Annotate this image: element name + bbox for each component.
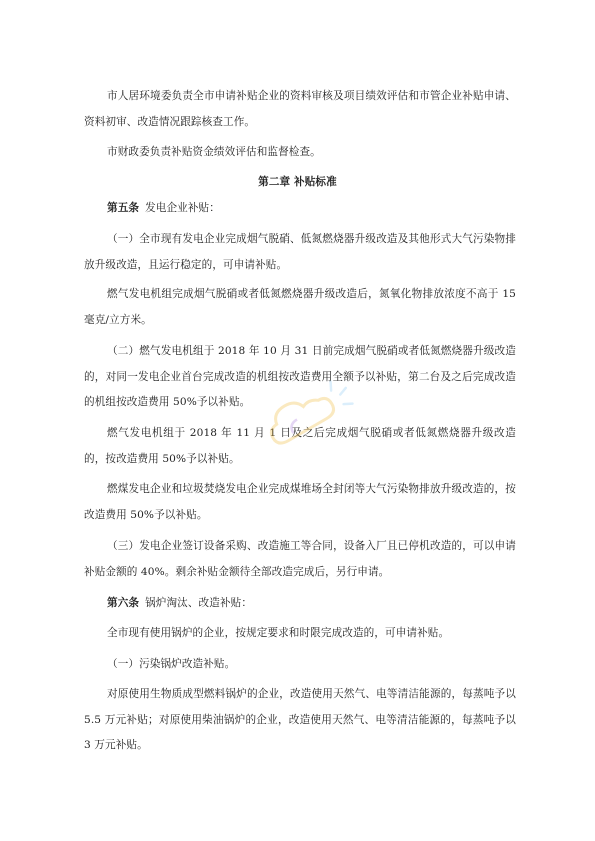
article-6-label: 第六条 [107,597,140,609]
article-5-label: 第五条 [107,202,140,214]
article-6-title: 锅炉淘汰、改造补贴： [145,597,253,609]
paragraph-coal-waste: 燃煤发电企业和垃圾焚烧发电企业完成煤堆场全封闭等大气污染物排放升级改造的，按改造费用 50%予以补贴。 [84,483,516,521]
paragraph-gas-emission: 燃气发电机组完成烟气脱硝或者低氮燃烧器升级改造后，氮氧化物排放浓度不高于 15 毫克/立方米。 [84,288,516,326]
paragraph-responsibility-finance: 市财政委负责补贴资金绩效评估和监督检查。 [107,146,321,158]
paragraph-responsibility-env: 市人居环境委负责全市申请补贴企业的资料审核及项目绩效评估和市管企业补贴申请、资料初审、改造情况跟踪核查工作。 [84,90,516,128]
paragraph-clause-3: （三）发电企业签订设备采购、改造施工等合同，设备入厂且已停机改造的，可以申请补贴金额的 40%。剩余补贴金额待全部改造完成后，另行申请。 [84,540,516,578]
chapter-heading: 第二章 补贴标准 [258,176,337,188]
article-5-heading [84,196,516,222]
paragraph-boiler-general: 全市现有使用锅炉的企业，按规定要求和时限完成改造的，可申请补贴。 [107,627,450,639]
article-5-title: 发电企业补贴： [145,202,220,214]
article-6-heading [84,591,516,617]
paragraph-gas-after-nov: 燃气发电机组于 2018 年 11 月 1 日及之后完成烟气脱硝或者低氮燃烧器升级改造的，按改造费用 50%予以补贴。 [84,427,516,465]
paragraph-clause-1: （一）全市现有发电企业完成烟气脱硝、低氮燃烧器升级改造及其他形式大气污染物排放升级改造，且运行稳定的，可申请补贴。 [84,233,516,271]
paragraph-boiler-subsidy: 对原使用生物质成型燃料锅炉的企业，改造使用天然气、电等清洁能源的，每蒸吨予以 5.5 万元补贴；对原使用柴油锅炉的企业，改造使用天然气、电等清洁能源的，每蒸吨予以 3 万元补贴。 [84,688,516,751]
paragraph-clause-2: （二）燃气发电机组于 2018 年 10 月 31 日前完成烟气脱硝或者低氮燃烧器升级改造的，对同一发电企业首台完成改造的机组按改造费用全额予以补贴，第二台及之后完成改造的机组按改造费用 50%予以补贴。 [84,345,516,408]
paragraph-boiler-clause-1: （一）污染锅炉改造补贴。 [107,658,236,670]
